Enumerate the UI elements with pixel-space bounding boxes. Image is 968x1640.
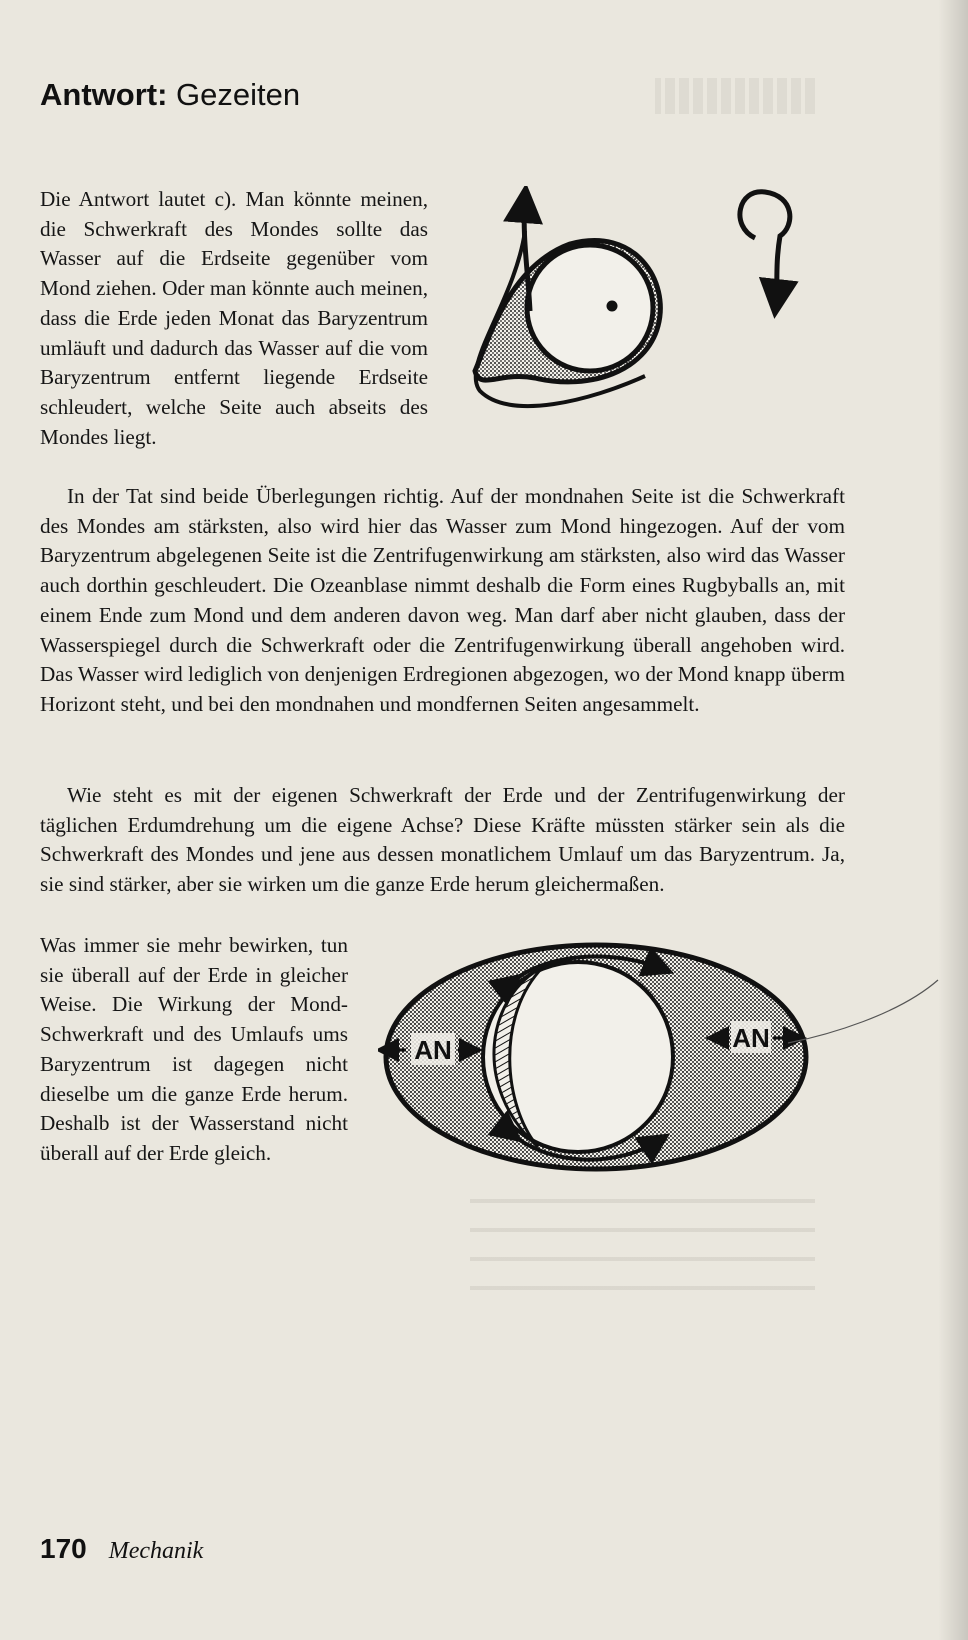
section-name: Mechanik (108, 1538, 204, 1564)
label-an-left: AN (414, 1035, 452, 1065)
earth-disc (483, 962, 673, 1152)
page-number: 170 (40, 1533, 87, 1564)
tidal-bulge-figure (378, 935, 958, 1200)
heading-label: Antwort (40, 77, 158, 112)
page-footer (40, 1533, 203, 1566)
page-heading (40, 77, 300, 113)
show-through-text (655, 78, 815, 114)
pointer-line (788, 980, 938, 1043)
paragraph-explanation: In der Tat sind beide Überlegungen richtig. Auf der mondnahen Seite ist die Schwerkraft des Mondes am stärksten, also wird hier das Wasser zum Mond hingezogen. Auf der vom Baryzentrum abgelegenen Seite ist die Zentrifugenwirkung am stärksten, also wird das Wasser auch dorthin geschleudert. Die Ozeanblase nimmt deshalb die Form eines Rugbyballs an, mit einem Ende zum Mond und dem anderen davon weg. Man darf aber nicht glauben, dass der Wasserspiegel durch die Schwerkraft oder die Zentrifugenwirkung überall angehoben wird. Das Wasser wird lediglich von denjenigen Erdregionen abgezogen, wo der Mond knapp überm Horizont steht, und bei den mondnahen und mondfernen Seiten angesammelt. (40, 484, 845, 716)
paragraph-earth-forces: Wie steht es mit der eigenen Schwerkraft der Erde und der Zentrifugenwirkung der täglichen Erdumdrehung um die eigene Achse? Diese Kräfte müssten stärker sein als die Schwerkraft des Mondes und jene aus dessen monatlichem Umlauf um das Baryzentrum. Ja, sie sind stärker, aber sie wirken um die ganze Erde herum gleichermaßen. (40, 783, 845, 897)
orbit-loop-right (740, 192, 790, 304)
paragraph-answer: Die Antwort lautet c). Man könnte meinen, die Schwerkraft des Mondes sollte das Wasser auf die Erdseite gegenüber vom Mond ziehen. Oder man könnte auch meinen, dass die Erde jeden Monat das Baryzentrum umläuft und dadurch das Wasser auf die vom Baryzentrum entfernt liegende Erdseite schleudert, welche Seite auch abseits des Mondes liegt. (40, 187, 428, 449)
page-edge-shadow (938, 0, 968, 1640)
label-an-right: AN (732, 1023, 770, 1053)
paragraph-conclusion: Was immer sie mehr bewirken, tun sie überall auf der Erde in gleicher Weise. Die Wirkung der Mond-Schwerkraft und des Umlaufs ums Baryzentrum ist dagegen nicht dieselbe um die ganze Erde herum. Deshalb ist der Wasserstand nicht überall auf der Erde gleich. (40, 933, 348, 1165)
orbit-figure (470, 186, 825, 446)
show-through-lines (470, 1185, 815, 1305)
barycenter-dot (607, 301, 618, 312)
heading-separator: : (157, 77, 168, 112)
heading-title: Gezeiten (176, 77, 301, 112)
earth-circle (527, 245, 653, 371)
